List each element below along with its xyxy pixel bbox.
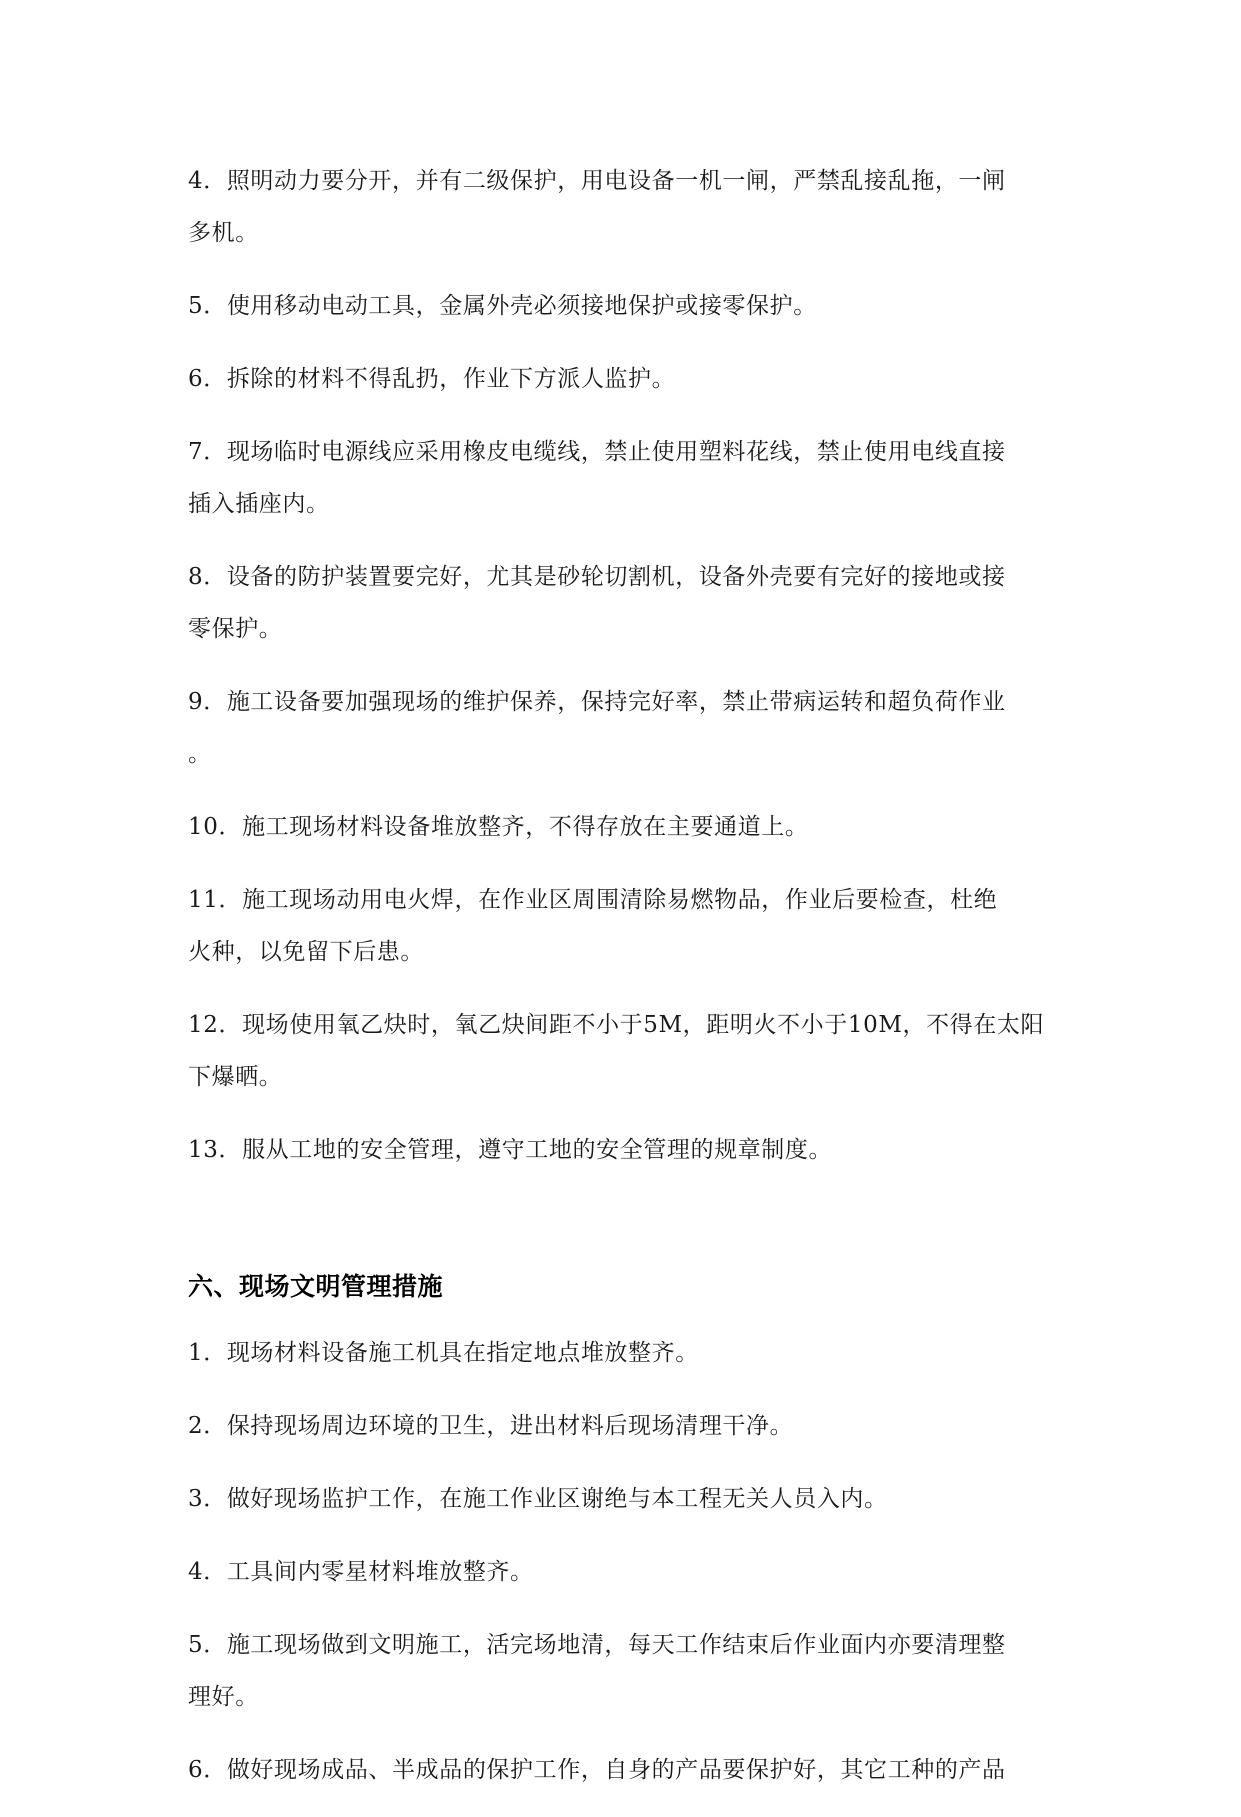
text-line: 7．现场临时电源线应采用橡皮电缆线，禁止使用塑料花线，禁止使用电线直接: [188, 439, 1006, 465]
text-line: 11．施工现场动用电火焊，在作业区周围清除易燃物品，作业后要检查，杜绝: [188, 887, 998, 913]
list-item: [188, 874, 1056, 978]
list-item: [188, 1619, 1056, 1723]
list-item: [188, 426, 1056, 530]
text-line: 零保护。: [188, 616, 283, 642]
list-item: [188, 801, 1056, 853]
text-line: 3．做好现场监护工作，在施工作业区谢绝与本工程无关人员入内。: [188, 1486, 888, 1512]
civilized-management-list: [188, 1327, 1056, 1796]
list-item: [188, 1124, 1056, 1176]
list-item: [188, 1473, 1056, 1525]
text-line: 5．施工现场做到文明施工，活完场地清，每天工作结束后作业面内亦要清理整: [188, 1632, 1006, 1658]
text-line: 多机。: [188, 220, 259, 246]
text-line: 9．施工设备要加强现场的维护保养，保持完好率，禁止带病运转和超负荷作业: [188, 689, 1006, 715]
text-line: 插入插座内。: [188, 491, 330, 517]
text-line: 6．做好现场成品、半成品的保护工作，自身的产品要保护好，其它工种的产品: [188, 1757, 1006, 1783]
list-item: [188, 1327, 1056, 1379]
text-line: 4．工具间内零星材料堆放整齐。: [188, 1559, 534, 1585]
list-item: [188, 155, 1056, 259]
list-item: [188, 353, 1056, 405]
safety-measures-list: [188, 155, 1056, 1176]
text-line: 13．服从工地的安全管理，遵守工地的安全管理的规章制度。: [188, 1137, 833, 1163]
text-line: 。: [188, 741, 212, 767]
list-item: [188, 1400, 1056, 1452]
section-gap: [188, 1197, 1056, 1265]
text-line: 理好。: [188, 1684, 259, 1710]
section-heading: 六、现场文明管理措施: [188, 1272, 444, 1301]
list-item: [188, 280, 1056, 332]
text-line: 1．现场材料设备施工机具在指定地点堆放整齐。: [188, 1340, 699, 1366]
text-line: 5．使用移动电动工具，金属外壳必须接地保护或接零保护。: [188, 293, 817, 319]
text-line: 2．保持现场周边环境的卫生，进出材料后现场清理干净。: [188, 1413, 794, 1439]
text-line: 火种，以免留下后患。: [188, 939, 424, 965]
list-item: [188, 1546, 1056, 1598]
text-line: 8．设备的防护装置要完好，尤其是砂轮切割机，设备外壳要有完好的接地或接: [188, 564, 1006, 590]
list-item: [188, 1744, 1056, 1796]
text-line: 4．照明动力要分开，并有二级保护，用电设备一机一闸，严禁乱接乱拖，一闸: [188, 168, 1006, 194]
list-item: [188, 999, 1056, 1103]
list-item: [188, 676, 1056, 780]
text-line: 6．拆除的材料不得乱扔，作业下方派人监护。: [188, 366, 676, 392]
document-page: [188, 155, 1056, 1817]
text-line: 10．施工现场材料设备堆放整齐，不得存放在主要通道上。: [188, 814, 809, 840]
text-line: 下爆晒。: [188, 1064, 283, 1090]
list-item: [188, 551, 1056, 655]
text-line: 12．现场使用氧乙炔时，氧乙炔间距不小于5M，距明火不小于10M，不得在太阳: [188, 1012, 1045, 1038]
